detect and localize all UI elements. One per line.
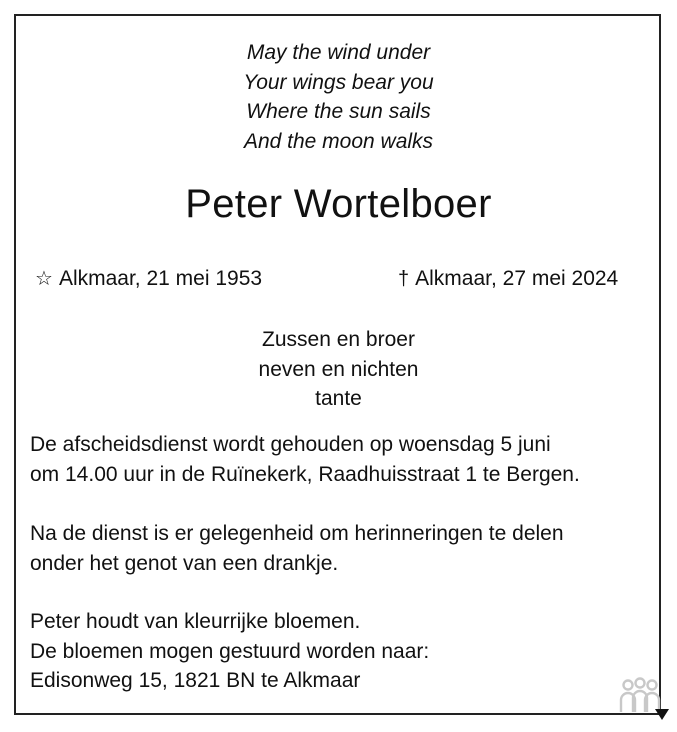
poem: [0, 38, 677, 156]
service-paragraph: [30, 430, 650, 489]
paragraph-line: Peter houdt van kleurrijke bloemen.: [30, 610, 361, 633]
deceased-name: Peter Wortelboer: [185, 182, 492, 226]
paragraph-line: Edisonweg 15, 1821 BN te Alkmaar: [30, 669, 361, 692]
gathering-paragraph: [30, 519, 650, 578]
death-date: [398, 264, 618, 294]
birth-date-text: Alkmaar, 21 mei 1953: [58, 267, 263, 290]
triangle-down-icon[interactable]: [653, 705, 671, 723]
cross-icon: †: [398, 268, 410, 290]
paragraph-line: De bloemen mogen gestuurd worden naar:: [30, 639, 430, 663]
flowers-paragraph: [30, 607, 650, 696]
death-date-text: Alkmaar, 27 mei 2024: [415, 267, 619, 290]
poem-line: Your wings bear you: [243, 70, 434, 94]
family-list: [0, 325, 677, 414]
paragraph-line: De afscheidsdienst wordt gehouden op woensdag 5 juni: [30, 433, 551, 456]
poem-line: May the wind under: [246, 41, 431, 64]
family-line: tante: [315, 387, 362, 410]
birth-date: [35, 264, 262, 294]
poem-line: Where the sun sails: [246, 100, 431, 123]
poem-line: And the moon walks: [243, 129, 434, 153]
family-line: neven en nichten: [258, 357, 419, 381]
paragraph-line: Na de dienst is er gelegenheid om herinneringen te delen: [30, 522, 564, 545]
paragraph-line: onder het genot van een drankje.: [30, 551, 339, 575]
star-icon: ☆: [35, 268, 53, 290]
paragraph-line: om 14.00 uur in de Ruïnekerk, Raadhuisstraat 1 te Bergen.: [30, 462, 580, 486]
family-line: Zussen en broer: [262, 328, 415, 351]
